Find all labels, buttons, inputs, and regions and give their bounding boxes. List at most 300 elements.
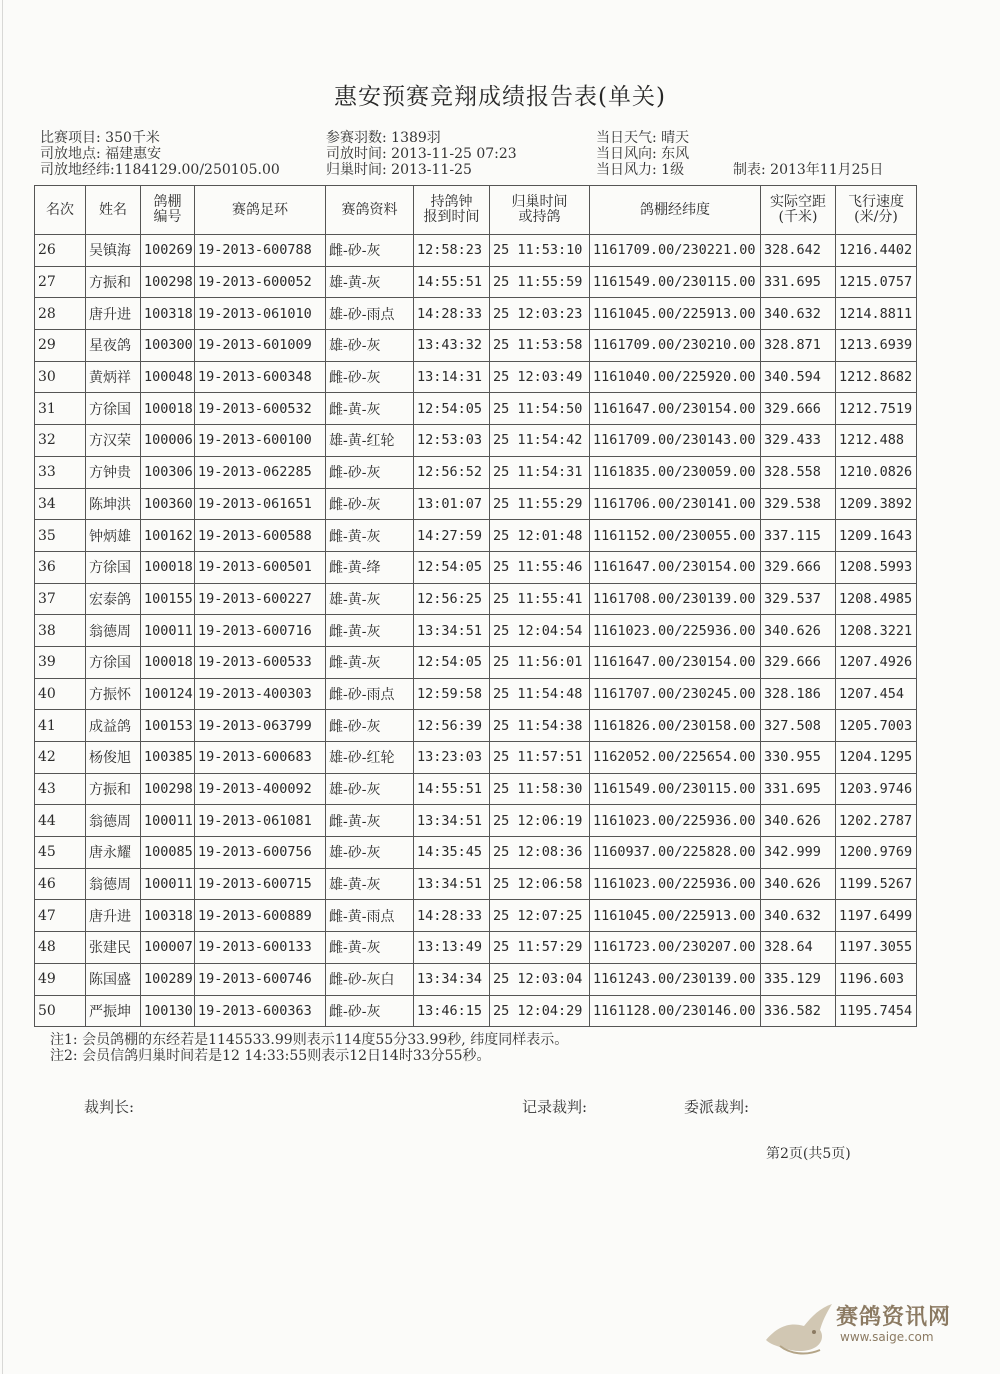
cell-name: 翁德周 (86, 615, 141, 647)
watermark-text: 赛鸽资讯网 (836, 1305, 952, 1330)
cell-rank: 28 (35, 298, 86, 330)
cell-loft-no: 100048 (141, 361, 195, 393)
header-distance: 实际空距 (千米) (761, 186, 836, 235)
cell-coords: 1161045.00/225913.00 (590, 900, 761, 932)
cell-coords: 1162052.00/225654.00 (590, 742, 761, 774)
cell-name: 黄炳祥 (86, 361, 141, 393)
cell-rank: 46 (35, 868, 86, 900)
cell-loft-no: 100385 (141, 742, 195, 774)
table-row (35, 520, 917, 552)
cell-arrival: 25 11:54:31 (490, 456, 590, 488)
cell-rank: 44 (35, 805, 86, 837)
cell-arrival: 25 12:08:36 (490, 837, 590, 869)
cell-clock-time: 14:55:51 (414, 266, 490, 298)
cell-info: 雄-黄-红轮 (326, 425, 414, 457)
cell-distance: 329.537 (761, 583, 836, 615)
cell-rank: 31 (35, 393, 86, 425)
cell-clock-time: 12:53:03 (414, 425, 490, 457)
cell-loft-no: 100298 (141, 266, 195, 298)
cell-speed: 1204.1295 (836, 742, 917, 774)
cell-rank: 39 (35, 646, 86, 678)
cell-ring: 19-2013-061010 (195, 298, 326, 330)
cell-loft-no: 100085 (141, 837, 195, 869)
cell-rank: 26 (35, 235, 86, 267)
cell-arrival: 25 11:53:58 (490, 330, 590, 362)
made-date: 制表: 2013年11月25日 (733, 162, 884, 178)
cell-speed: 1197.3055 (836, 932, 917, 964)
cell-name: 方汉荣 (86, 425, 141, 457)
cell-rank: 49 (35, 963, 86, 995)
cell-arrival: 25 11:55:41 (490, 583, 590, 615)
cell-arrival: 25 12:06:58 (490, 868, 590, 900)
cell-clock-time: 12:59:58 (414, 678, 490, 710)
cell-coords: 1161549.00/230115.00 (590, 773, 761, 805)
cell-speed: 1216.4402 (836, 235, 917, 267)
table-row (35, 583, 917, 615)
cell-distance: 327.508 (761, 710, 836, 742)
cell-coords: 1161647.00/230154.00 (590, 646, 761, 678)
table-row (35, 805, 917, 837)
cell-clock-time: 13:23:03 (414, 742, 490, 774)
cell-name: 方振和 (86, 773, 141, 805)
cell-speed: 1207.4926 (836, 646, 917, 678)
cell-distance: 329.666 (761, 551, 836, 583)
cell-info: 雌-砂-灰 (326, 456, 414, 488)
cell-ring: 19-2013-600363 (195, 995, 326, 1027)
note-2: 注2: 会员信鸽归巢时间若是12 14:33:55则表示12日14时33分55秒。 (50, 1048, 491, 1064)
cell-clock-time: 13:34:51 (414, 615, 490, 647)
cell-info: 雄-砂-红轮 (326, 742, 414, 774)
release-time: 司放时间: 2013-11-25 07:23 (326, 146, 517, 162)
cell-speed: 1196.603 (836, 963, 917, 995)
cell-distance: 340.626 (761, 868, 836, 900)
table-row (35, 266, 917, 298)
cell-distance: 328.186 (761, 678, 836, 710)
cell-info: 雌-砂-灰白 (326, 963, 414, 995)
cell-distance: 342.999 (761, 837, 836, 869)
cell-arrival: 25 11:55:46 (490, 551, 590, 583)
cell-speed: 1210.0826 (836, 456, 917, 488)
cell-info: 雌-砂-灰 (326, 710, 414, 742)
record-judge-label: 记录裁判: (522, 1098, 588, 1116)
cell-speed: 1209.1643 (836, 520, 917, 552)
cell-ring: 19-2013-600788 (195, 235, 326, 267)
cell-arrival: 25 12:06:19 (490, 805, 590, 837)
cell-arrival: 25 11:54:42 (490, 425, 590, 457)
cell-info: 雌-砂-灰 (326, 488, 414, 520)
cell-loft-no: 100360 (141, 488, 195, 520)
cell-info: 雄-黄-灰 (326, 583, 414, 615)
cell-arrival: 25 11:53:10 (490, 235, 590, 267)
cell-rank: 40 (35, 678, 86, 710)
cell-clock-time: 14:27:59 (414, 520, 490, 552)
cell-arrival: 25 11:54:38 (490, 710, 590, 742)
cell-clock-time: 13:34:34 (414, 963, 490, 995)
table-header-row (35, 186, 917, 235)
cell-rank: 41 (35, 710, 86, 742)
watermark (760, 1296, 980, 1362)
cell-coords: 1160937.00/225828.00 (590, 837, 761, 869)
cell-coords: 1161023.00/225936.00 (590, 615, 761, 647)
table-body (35, 235, 917, 1027)
cell-distance: 337.115 (761, 520, 836, 552)
cell-name: 杨俊旭 (86, 742, 141, 774)
cell-info: 雄-黄-灰 (326, 266, 414, 298)
cell-rank: 37 (35, 583, 86, 615)
release-coords: 司放地经纬:1184129.00/250105.00 (40, 162, 280, 178)
cell-coords: 1161647.00/230154.00 (590, 393, 761, 425)
cell-info: 雌-黄-灰 (326, 646, 414, 678)
cell-ring: 19-2013-600756 (195, 837, 326, 869)
cell-clock-time: 13:46:15 (414, 995, 490, 1027)
cell-coords: 1161243.00/230139.00 (590, 963, 761, 995)
cell-distance: 328.64 (761, 932, 836, 964)
table-row (35, 298, 917, 330)
cell-clock-time: 14:35:45 (414, 837, 490, 869)
cell-speed: 1203.9746 (836, 773, 917, 805)
cell-clock-time: 13:14:31 (414, 361, 490, 393)
cell-clock-time: 13:34:51 (414, 868, 490, 900)
cell-arrival: 25 12:03:04 (490, 963, 590, 995)
cell-arrival: 25 12:07:25 (490, 900, 590, 932)
cell-loft-no: 100289 (141, 963, 195, 995)
page-edge (2, 0, 3, 1374)
cell-loft-no: 100269 (141, 235, 195, 267)
cell-info: 雄-砂-灰 (326, 773, 414, 805)
table-row (35, 551, 917, 583)
table-row (35, 963, 917, 995)
cell-loft-no: 100018 (141, 646, 195, 678)
cell-ring: 19-2013-061081 (195, 805, 326, 837)
cell-distance: 328.871 (761, 330, 836, 362)
cell-rank: 47 (35, 900, 86, 932)
cell-distance: 329.666 (761, 646, 836, 678)
cell-ring: 19-2013-600746 (195, 963, 326, 995)
cell-info: 雌-黄-雨点 (326, 900, 414, 932)
cell-ring: 19-2013-600052 (195, 266, 326, 298)
cell-loft-no: 100006 (141, 425, 195, 457)
header-info: 赛鸽资料 (326, 186, 414, 235)
page-number: 第2页(共5页) (766, 1146, 851, 1162)
header-speed: 飞行速度 (米/分) (836, 186, 917, 235)
cell-speed: 1208.3221 (836, 615, 917, 647)
cell-clock-time: 12:54:05 (414, 393, 490, 425)
cell-name: 宏泰鸽 (86, 583, 141, 615)
cell-name: 方徐国 (86, 551, 141, 583)
cell-arrival: 25 11:56:01 (490, 646, 590, 678)
table-row (35, 488, 917, 520)
cell-ring: 19-2013-600532 (195, 393, 326, 425)
table-row (35, 330, 917, 362)
cell-clock-time: 12:56:39 (414, 710, 490, 742)
cell-distance: 336.582 (761, 995, 836, 1027)
cell-coords: 1161040.00/225920.00 (590, 361, 761, 393)
cell-coords: 1161647.00/230154.00 (590, 551, 761, 583)
table-row (35, 773, 917, 805)
cell-coords: 1161835.00/230059.00 (590, 456, 761, 488)
cell-distance: 330.955 (761, 742, 836, 774)
cell-coords: 1161023.00/225936.00 (590, 868, 761, 900)
cell-arrival: 25 12:03:49 (490, 361, 590, 393)
cell-ring: 19-2013-600889 (195, 900, 326, 932)
cell-speed: 1212.8682 (836, 361, 917, 393)
cell-clock-time: 13:43:32 (414, 330, 490, 362)
cell-loft-no: 100318 (141, 298, 195, 330)
cell-info: 雄-砂-雨点 (326, 298, 414, 330)
cell-clock-time: 13:01:07 (414, 488, 490, 520)
cell-speed: 1197.6499 (836, 900, 917, 932)
cell-info: 雌-黄-灰 (326, 932, 414, 964)
cell-name: 严振坤 (86, 995, 141, 1027)
cell-rank: 38 (35, 615, 86, 647)
cell-coords: 1161045.00/225913.00 (590, 298, 761, 330)
cell-loft-no: 100162 (141, 520, 195, 552)
cell-name: 唐升进 (86, 900, 141, 932)
cell-speed: 1199.5267 (836, 868, 917, 900)
cell-speed: 1215.0757 (836, 266, 917, 298)
cell-ring: 19-2013-063799 (195, 710, 326, 742)
cell-loft-no: 100306 (141, 456, 195, 488)
cell-clock-time: 14:55:51 (414, 773, 490, 805)
table-row (35, 868, 917, 900)
cell-speed: 1212.488 (836, 425, 917, 457)
cell-ring: 19-2013-062285 (195, 456, 326, 488)
cell-arrival: 25 12:04:29 (490, 995, 590, 1027)
cell-clock-time: 12:58:23 (414, 235, 490, 267)
table-row (35, 393, 917, 425)
cell-coords: 1161723.00/230207.00 (590, 932, 761, 964)
cell-coords: 1161549.00/230115.00 (590, 266, 761, 298)
cell-distance: 329.538 (761, 488, 836, 520)
cell-rank: 45 (35, 837, 86, 869)
cell-distance: 340.632 (761, 900, 836, 932)
table-row (35, 710, 917, 742)
cell-name: 钟炳雄 (86, 520, 141, 552)
cell-loft-no: 100318 (141, 900, 195, 932)
table-row (35, 837, 917, 869)
header-coords: 鸽棚经纬度 (590, 186, 761, 235)
cell-distance: 335.129 (761, 963, 836, 995)
cell-distance: 340.594 (761, 361, 836, 393)
cell-loft-no: 100007 (141, 932, 195, 964)
cell-rank: 33 (35, 456, 86, 488)
note-1: 注1: 会员鸽棚的东经若是1145533.99则表示114度55分33.99秒, 纬度同样表示。 (50, 1032, 569, 1048)
cell-clock-time: 12:54:05 (414, 551, 490, 583)
cell-info: 雌-砂-灰 (326, 361, 414, 393)
cell-speed: 1207.454 (836, 678, 917, 710)
cell-speed: 1213.6939 (836, 330, 917, 362)
cell-coords: 1161707.00/230245.00 (590, 678, 761, 710)
cell-ring: 19-2013-600133 (195, 932, 326, 964)
cell-rank: 42 (35, 742, 86, 774)
cell-speed: 1200.9769 (836, 837, 917, 869)
cell-name: 吴镇海 (86, 235, 141, 267)
cell-rank: 32 (35, 425, 86, 457)
cell-ring: 19-2013-400303 (195, 678, 326, 710)
cell-info: 雌-砂-灰 (326, 235, 414, 267)
cell-speed: 1209.3892 (836, 488, 917, 520)
cell-speed: 1208.4985 (836, 583, 917, 615)
results-table (34, 185, 917, 1027)
cell-name: 陈坤洪 (86, 488, 141, 520)
cell-coords: 1161709.00/230210.00 (590, 330, 761, 362)
cell-arrival: 25 12:03:23 (490, 298, 590, 330)
header-ring: 赛鸽足环 (195, 186, 326, 235)
cell-rank: 27 (35, 266, 86, 298)
table-row (35, 742, 917, 774)
cell-loft-no: 100298 (141, 773, 195, 805)
cell-ring: 19-2013-600715 (195, 868, 326, 900)
cell-info: 雌-黄-灰 (326, 393, 414, 425)
header-clock-time: 持鸽钟 报到时间 (414, 186, 490, 235)
cell-arrival: 25 11:58:30 (490, 773, 590, 805)
cell-distance: 329.666 (761, 393, 836, 425)
cell-ring: 19-2013-600533 (195, 646, 326, 678)
cell-loft-no: 100153 (141, 710, 195, 742)
table-row (35, 995, 917, 1027)
cell-speed: 1205.7003 (836, 710, 917, 742)
cell-distance: 340.626 (761, 615, 836, 647)
cell-rank: 29 (35, 330, 86, 362)
cell-loft-no: 100018 (141, 551, 195, 583)
cell-clock-time: 13:13:49 (414, 932, 490, 964)
cell-arrival: 25 11:54:48 (490, 678, 590, 710)
cell-arrival: 25 12:04:54 (490, 615, 590, 647)
cell-distance: 331.695 (761, 773, 836, 805)
table-row (35, 425, 917, 457)
cell-coords: 1161706.00/230141.00 (590, 488, 761, 520)
return-time: 归巢时间: 2013-11-25 (326, 162, 472, 178)
cell-arrival: 25 11:54:50 (490, 393, 590, 425)
weather: 当日天气: 晴天 (596, 130, 690, 146)
cell-distance: 340.626 (761, 805, 836, 837)
cell-arrival: 25 12:01:48 (490, 520, 590, 552)
table-row (35, 235, 917, 267)
cell-clock-time: 14:28:33 (414, 900, 490, 932)
header-arrival: 归巢时间 或持鸽 (490, 186, 590, 235)
cell-ring: 19-2013-600588 (195, 520, 326, 552)
cell-loft-no: 100300 (141, 330, 195, 362)
table-row (35, 361, 917, 393)
table-row (35, 456, 917, 488)
cell-coords: 1161826.00/230158.00 (590, 710, 761, 742)
table-row (35, 615, 917, 647)
cell-rank: 48 (35, 932, 86, 964)
cell-speed: 1195.7454 (836, 995, 917, 1027)
cell-ring: 19-2013-600683 (195, 742, 326, 774)
cell-coords: 1161152.00/230055.00 (590, 520, 761, 552)
cell-name: 星夜鸽 (86, 330, 141, 362)
header-name: 姓名 (86, 186, 141, 235)
watermark-url: www.saige.com (840, 1330, 934, 1344)
cell-info: 雄-砂-灰 (326, 837, 414, 869)
report-title: 惠安预赛竞翔成绩报告表(单关) (334, 84, 666, 110)
header-loft-no: 鸽棚 编号 (141, 186, 195, 235)
cell-name: 成益鸽 (86, 710, 141, 742)
cell-name: 翁德周 (86, 868, 141, 900)
pigeon-logo-icon (760, 1296, 840, 1362)
cell-info: 雌-黄-灰 (326, 805, 414, 837)
cell-ring: 19-2013-400092 (195, 773, 326, 805)
cell-name: 陈国盛 (86, 963, 141, 995)
cell-info: 雌-黄-绛 (326, 551, 414, 583)
cell-rank: 34 (35, 488, 86, 520)
cell-distance: 331.695 (761, 266, 836, 298)
cell-name: 唐升进 (86, 298, 141, 330)
cell-name: 方振和 (86, 266, 141, 298)
cell-name: 唐永耀 (86, 837, 141, 869)
cell-clock-time: 12:56:25 (414, 583, 490, 615)
cell-clock-time: 12:54:05 (414, 646, 490, 678)
cell-coords: 1161128.00/230146.00 (590, 995, 761, 1027)
cell-rank: 50 (35, 995, 86, 1027)
cell-speed: 1208.5993 (836, 551, 917, 583)
cell-rank: 35 (35, 520, 86, 552)
cell-loft-no: 100011 (141, 615, 195, 647)
cell-ring: 19-2013-600227 (195, 583, 326, 615)
cell-ring: 19-2013-600716 (195, 615, 326, 647)
cell-distance: 328.558 (761, 456, 836, 488)
cell-loft-no: 100011 (141, 868, 195, 900)
cell-speed: 1212.7519 (836, 393, 917, 425)
cell-distance: 340.632 (761, 298, 836, 330)
cell-ring: 19-2013-061651 (195, 488, 326, 520)
assigned-judge-label: 委派裁判: (684, 1098, 750, 1116)
cell-ring: 19-2013-600100 (195, 425, 326, 457)
cell-speed: 1214.8811 (836, 298, 917, 330)
cell-rank: 30 (35, 361, 86, 393)
race-item: 比赛项目: 350千米 (40, 130, 160, 146)
cell-info: 雄-黄-灰 (326, 868, 414, 900)
cell-loft-no: 100155 (141, 583, 195, 615)
cell-name: 方徐国 (86, 646, 141, 678)
cell-info: 雌-砂-灰 (326, 995, 414, 1027)
cell-arrival: 25 11:55:59 (490, 266, 590, 298)
cell-info: 雌-黄-灰 (326, 615, 414, 647)
cell-clock-time: 12:56:52 (414, 456, 490, 488)
cell-rank: 36 (35, 551, 86, 583)
cell-arrival: 25 11:57:51 (490, 742, 590, 774)
cell-info: 雌-黄-灰 (326, 520, 414, 552)
cell-coords: 1161709.00/230221.00 (590, 235, 761, 267)
cell-speed: 1202.2787 (836, 805, 917, 837)
table-row (35, 678, 917, 710)
wind-force: 当日风力: 1级 (596, 162, 685, 178)
cell-distance: 328.642 (761, 235, 836, 267)
table-row (35, 932, 917, 964)
cell-arrival: 25 11:55:29 (490, 488, 590, 520)
cell-clock-time: 14:28:33 (414, 298, 490, 330)
cell-loft-no: 100018 (141, 393, 195, 425)
cell-loft-no: 100011 (141, 805, 195, 837)
cell-coords: 1161708.00/230139.00 (590, 583, 761, 615)
entry-count: 参赛羽数: 1389羽 (326, 130, 441, 146)
cell-clock-time: 13:34:51 (414, 805, 490, 837)
cell-arrival: 25 11:57:29 (490, 932, 590, 964)
chief-judge-label: 裁判长: (84, 1098, 135, 1116)
cell-name: 翁德周 (86, 805, 141, 837)
cell-ring: 19-2013-601009 (195, 330, 326, 362)
release-place: 司放地点: 福建惠安 (40, 146, 162, 162)
cell-coords: 1161709.00/230143.00 (590, 425, 761, 457)
cell-ring: 19-2013-600348 (195, 361, 326, 393)
table-row (35, 646, 917, 678)
table-row (35, 900, 917, 932)
wind-direction: 当日风向: 东风 (596, 146, 690, 162)
cell-ring: 19-2013-600501 (195, 551, 326, 583)
cell-info: 雌-砂-雨点 (326, 678, 414, 710)
cell-info: 雄-砂-灰 (326, 330, 414, 362)
